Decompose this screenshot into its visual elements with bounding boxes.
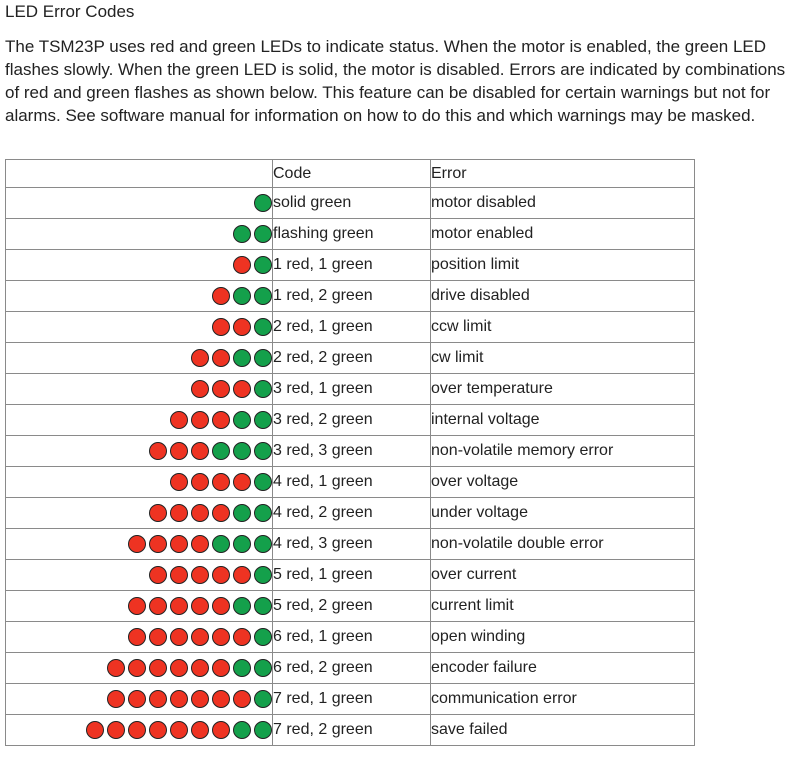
green-led-icon <box>254 535 272 553</box>
green-led-icon <box>254 690 272 708</box>
red-led-icon <box>212 659 230 677</box>
led-pattern-cell <box>6 622 273 653</box>
red-led-icon <box>191 597 209 615</box>
led-pattern <box>86 719 272 741</box>
code-cell: 2 red, 1 green <box>273 312 431 343</box>
led-pattern-cell <box>6 219 273 250</box>
red-led-icon <box>191 411 209 429</box>
led-pattern <box>149 564 272 586</box>
code-cell: 3 red, 3 green <box>273 436 431 467</box>
code-column-header: Code <box>273 160 431 188</box>
green-led-icon <box>254 721 272 739</box>
red-led-icon <box>212 690 230 708</box>
red-led-icon <box>149 659 167 677</box>
red-led-icon <box>128 535 146 553</box>
led-pattern-cell <box>6 653 273 684</box>
red-led-icon <box>149 504 167 522</box>
led-pattern <box>212 316 272 338</box>
code-cell: 5 red, 2 green <box>273 591 431 622</box>
led-pattern <box>191 347 272 369</box>
error-cell: communication error <box>431 684 695 715</box>
led-pattern <box>233 223 272 245</box>
table-row <box>6 715 695 746</box>
led-pattern-cell <box>6 405 273 436</box>
red-led-icon <box>191 442 209 460</box>
green-led-icon <box>254 380 272 398</box>
red-led-icon <box>233 256 251 274</box>
led-pattern-cell <box>6 312 273 343</box>
led-pattern <box>128 533 272 555</box>
led-pattern-cell <box>6 560 273 591</box>
error-cell: ccw limit <box>431 312 695 343</box>
green-led-icon <box>233 504 251 522</box>
table-row <box>6 312 695 343</box>
red-led-icon <box>128 721 146 739</box>
red-led-icon <box>128 597 146 615</box>
table-row <box>6 467 695 498</box>
led-pattern-cell <box>6 374 273 405</box>
led-pattern <box>233 254 272 276</box>
green-led-icon <box>233 225 251 243</box>
green-led-icon <box>254 504 272 522</box>
red-led-icon <box>233 566 251 584</box>
green-led-icon <box>212 535 230 553</box>
green-led-icon <box>254 566 272 584</box>
table-row <box>6 219 695 250</box>
led-pattern <box>128 595 272 617</box>
green-led-icon <box>254 411 272 429</box>
red-led-icon <box>170 659 188 677</box>
red-led-icon <box>107 721 125 739</box>
green-led-icon <box>233 597 251 615</box>
error-cell: motor disabled <box>431 188 695 219</box>
red-led-icon <box>170 597 188 615</box>
error-cell: motor enabled <box>431 219 695 250</box>
error-cell: over current <box>431 560 695 591</box>
table-body <box>6 188 695 746</box>
red-led-icon <box>191 349 209 367</box>
red-led-icon <box>170 628 188 646</box>
red-led-icon <box>191 721 209 739</box>
led-error-table <box>5 159 695 746</box>
code-cell: 6 red, 2 green <box>273 653 431 684</box>
error-cell: drive disabled <box>431 281 695 312</box>
table-header-row <box>6 160 695 188</box>
green-led-icon <box>233 442 251 460</box>
red-led-icon <box>212 721 230 739</box>
error-cell: over temperature <box>431 374 695 405</box>
red-led-icon <box>149 690 167 708</box>
red-led-icon <box>212 566 230 584</box>
red-led-icon <box>170 442 188 460</box>
red-led-icon <box>233 690 251 708</box>
green-led-icon <box>254 287 272 305</box>
green-led-icon <box>233 535 251 553</box>
led-pattern-cell <box>6 188 273 219</box>
red-led-icon <box>212 473 230 491</box>
green-led-icon <box>254 659 272 677</box>
code-cell: 1 red, 1 green <box>273 250 431 281</box>
table-row <box>6 281 695 312</box>
green-led-icon <box>254 628 272 646</box>
led-pattern <box>107 657 272 679</box>
red-led-icon <box>128 690 146 708</box>
table-row <box>6 250 695 281</box>
green-led-icon <box>233 721 251 739</box>
led-pattern <box>212 285 272 307</box>
error-cell: under voltage <box>431 498 695 529</box>
green-led-icon <box>233 411 251 429</box>
red-led-icon <box>149 566 167 584</box>
code-cell: 4 red, 1 green <box>273 467 431 498</box>
led-pattern <box>149 502 272 524</box>
green-led-icon <box>212 442 230 460</box>
led-pattern-cell <box>6 498 273 529</box>
led-pattern-cell <box>6 715 273 746</box>
code-cell: 7 red, 2 green <box>273 715 431 746</box>
code-cell: 6 red, 1 green <box>273 622 431 653</box>
red-led-icon <box>191 628 209 646</box>
table-row <box>6 405 695 436</box>
error-cell: internal voltage <box>431 405 695 436</box>
red-led-icon <box>191 535 209 553</box>
red-led-icon <box>212 411 230 429</box>
red-led-icon <box>170 473 188 491</box>
error-cell: save failed <box>431 715 695 746</box>
table-row <box>6 436 695 467</box>
table-row <box>6 343 695 374</box>
led-pattern <box>191 378 272 400</box>
green-led-icon <box>254 194 272 212</box>
led-pattern <box>254 192 272 214</box>
led-pattern-cell <box>6 467 273 498</box>
table-row <box>6 591 695 622</box>
error-cell: non-volatile double error <box>431 529 695 560</box>
code-cell: 5 red, 1 green <box>273 560 431 591</box>
error-cell: over voltage <box>431 467 695 498</box>
code-cell: 7 red, 1 green <box>273 684 431 715</box>
green-led-icon <box>233 659 251 677</box>
red-led-icon <box>128 628 146 646</box>
red-led-icon <box>212 380 230 398</box>
led-pattern-cell <box>6 591 273 622</box>
red-led-icon <box>212 628 230 646</box>
red-led-icon <box>107 690 125 708</box>
red-led-icon <box>212 504 230 522</box>
red-led-icon <box>149 535 167 553</box>
red-led-icon <box>191 566 209 584</box>
error-cell: encoder failure <box>431 653 695 684</box>
red-led-icon <box>149 597 167 615</box>
green-led-icon <box>254 597 272 615</box>
green-led-icon <box>233 287 251 305</box>
red-led-icon <box>233 380 251 398</box>
red-led-icon <box>212 318 230 336</box>
red-led-icon <box>212 349 230 367</box>
error-cell: current limit <box>431 591 695 622</box>
red-led-icon <box>170 566 188 584</box>
code-cell: 3 red, 1 green <box>273 374 431 405</box>
green-led-icon <box>254 442 272 460</box>
code-cell: 2 red, 2 green <box>273 343 431 374</box>
intro-paragraph: The TSM23P uses red and green LEDs to indicate status. When the motor is enabled, the green LED flashes slowly. When the green LED is solid, the motor is disabled. Errors are indicated by combinations of red and green flashes as shown below. This feature can be disabled for certain warnings but not for alarms. See software manual for information on how to do this and which warnings may be masked. <box>5 37 786 125</box>
error-cell: open winding <box>431 622 695 653</box>
table-row <box>6 529 695 560</box>
code-cell: 4 red, 3 green <box>273 529 431 560</box>
red-led-icon <box>86 721 104 739</box>
code-cell: solid green <box>273 188 431 219</box>
red-led-icon <box>233 628 251 646</box>
table-row <box>6 498 695 529</box>
green-led-icon <box>233 349 251 367</box>
led-pattern-cell <box>6 684 273 715</box>
red-led-icon <box>191 690 209 708</box>
red-led-icon <box>170 535 188 553</box>
red-led-icon <box>149 721 167 739</box>
page-title: LED Error Codes <box>5 2 135 21</box>
red-led-icon <box>107 659 125 677</box>
table-row <box>6 622 695 653</box>
table-row <box>6 653 695 684</box>
led-pattern-cell <box>6 250 273 281</box>
red-led-icon <box>170 411 188 429</box>
table-row <box>6 560 695 591</box>
red-led-icon <box>170 721 188 739</box>
error-column-header: Error <box>431 160 695 188</box>
code-cell: flashing green <box>273 219 431 250</box>
red-led-icon <box>128 659 146 677</box>
error-cell: cw limit <box>431 343 695 374</box>
red-led-icon <box>191 473 209 491</box>
led-pattern <box>149 440 272 462</box>
led-pattern <box>170 409 272 431</box>
green-led-icon <box>254 473 272 491</box>
led-column-header <box>6 160 273 188</box>
led-pattern-cell <box>6 436 273 467</box>
red-led-icon <box>233 318 251 336</box>
led-pattern <box>107 688 272 710</box>
green-led-icon <box>254 349 272 367</box>
code-cell: 3 red, 2 green <box>273 405 431 436</box>
green-led-icon <box>254 318 272 336</box>
green-led-icon <box>254 225 272 243</box>
red-led-icon <box>170 690 188 708</box>
code-cell: 1 red, 2 green <box>273 281 431 312</box>
red-led-icon <box>149 442 167 460</box>
red-led-icon <box>170 504 188 522</box>
table-row <box>6 374 695 405</box>
error-cell: non-volatile memory error <box>431 436 695 467</box>
red-led-icon <box>149 628 167 646</box>
code-cell: 4 red, 2 green <box>273 498 431 529</box>
green-led-icon <box>254 256 272 274</box>
led-pattern <box>170 471 272 493</box>
led-pattern <box>128 626 272 648</box>
table-row <box>6 684 695 715</box>
table-row <box>6 188 695 219</box>
red-led-icon <box>191 380 209 398</box>
red-led-icon <box>233 473 251 491</box>
red-led-icon <box>191 659 209 677</box>
red-led-icon <box>212 597 230 615</box>
red-led-icon <box>191 504 209 522</box>
error-cell: position limit <box>431 250 695 281</box>
led-pattern-cell <box>6 529 273 560</box>
red-led-icon <box>212 287 230 305</box>
led-pattern-cell <box>6 343 273 374</box>
led-pattern-cell <box>6 281 273 312</box>
